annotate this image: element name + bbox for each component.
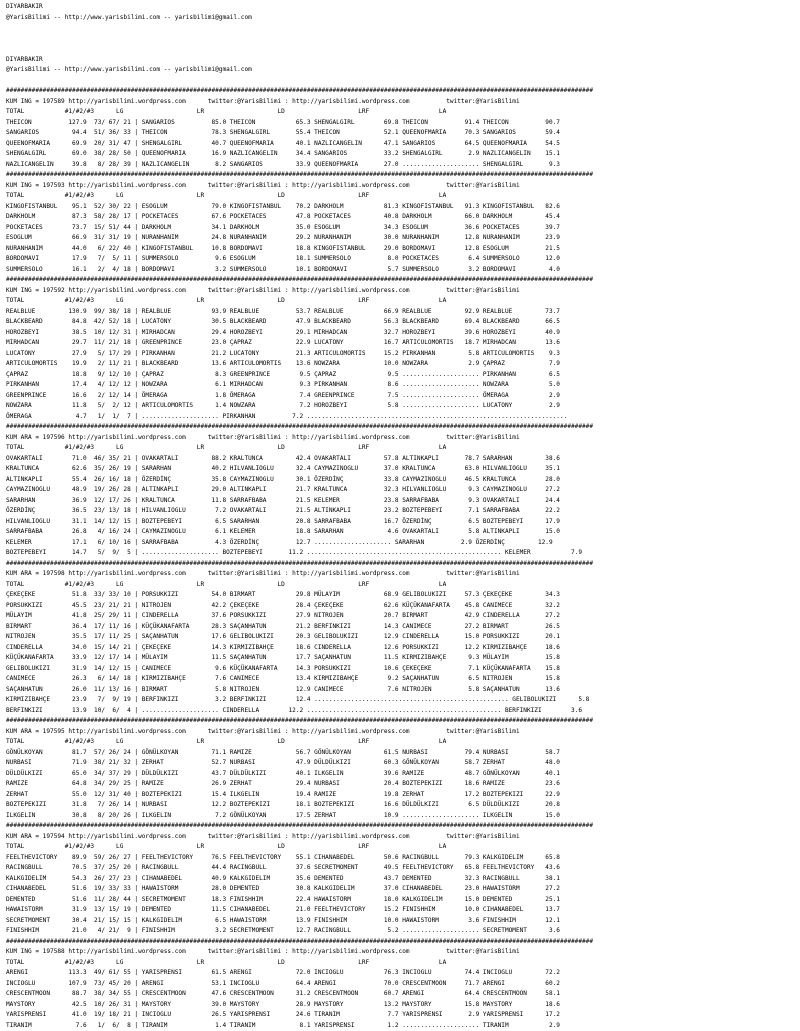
table-row: FINISHHIM 21.0 4/ 21/ 9 | FINISHHIM 3.2 SECRETMOMENT 12.7 RACINGBULL 5.2 ..................... SECRETMOMENT 3.6 — [6, 926, 794, 937]
table-row: DÜLDÜLKIZI 65.0 34/ 37/ 29 | DÜLDÜLKIZI 43.7 DÜLDÜLKIZI 40.1 ILKGELIN 39.6 RAMIZE 48.7 GÖNÜLKOYAN 40.1 — [6, 769, 794, 780]
table-row: NURBASI 71.9 38/ 21/ 32 | ZERHAT 52.7 NURBASI 47.9 DÜLDÜLKIZI 60.3 GÖNÜLKOYAN 58.7 ZERHAT 48.0 — [6, 758, 794, 769]
table-row: FEELTHEVICTORY 89.9 59/ 26/ 27 | FEELTHEVICTORY 76.5 FEELTHEVICTORY 55.1 CIHANABEDEL 50.6 RACINGBULL 79.3 KALKGIDELIM 65.8 — [6, 853, 794, 864]
table-row: ÇAPRAZ 18.8 9/ 12/ 10 | ÇAPRAZ 8.3 GREENPRINCE 9.5 ÇAPRAZ 9.5 ..................... PIRKANHAN 6.5 — [6, 370, 794, 381]
race-block — [6, 275, 794, 422]
table-row: POCKETACES 73.7 15/ 51/ 44 | DARKHOLM 34.1 DARKHOLM 35.0 ESOGLUM 34.3 ESOGLUM 36.6 POCKETACES 39.7 — [6, 223, 794, 234]
table-row: KELEMER 17.1 6/ 10/ 16 | SARRAFBABA 4.3 ÖZERDİNÇ 12.7 ..................... SARARHAN 2.9 ÖZERDİNÇ 12.9 — [6, 538, 794, 549]
table-row: THEICON 127.9 73/ 67/ 21 | SANGARIOS 85.0 THEICON 65.3 SHENGALGIRL 69.8 THEICON 91.4 THEICON 90.7 — [6, 118, 794, 129]
separator-line: ################################################################################################################################################################ — [6, 422, 794, 433]
race-block — [6, 559, 794, 717]
table-row: BERFINKIZI 13.9 10/ 6/ 4 | ..................... CINDERELLA 12.2 ..................................................... BERFINKIZI 3.6 — [6, 706, 794, 717]
table-row: KALKGIDELIM 54.3 26/ 27/ 23 | CIHANABEDEL 40.9 KALKGIDELIM 35.6 DEMENTED 43.7 DEMENTED 32.3 RACINGBULL 38.1 — [6, 874, 794, 885]
table-row: PIRKANHAN 17.4 4/ 12/ 12 | NOWZARA 6.1 MIRHADCAN 9.3 PIRKANHAN 8.6 ..................... NOWZARA 5.0 — [6, 380, 794, 391]
table-row: NURANHANIM 44.0 6/ 22/ 40 | KINGOFISTANBUL 10.8 BORDOMAVI 18.8 KINGOFISTANBUL 29.0 BORDOMAVI 12.8 ESOGLUM 21.5 — [6, 244, 794, 255]
table-row: YARISPRENSI 41.0 19/ 18/ 21 | INCIOGLU 26.5 YARISPRENSI 24.6 TIRANIM 7.7 YARISPRENSI 2.9 YARISPRENSI 17.2 — [6, 1010, 794, 1021]
table-row: RACINGBULL 70.5 37/ 25/ 20 | RACINGBULL 44.4 RACINGBULL 37.6 SECRETMOMENT 49.5 FEELTHEVICTORY 65.8 FEELTHEVICTORY 43.6 — [6, 863, 794, 874]
column-header-row: TOTAL #1/#2/#3 LG LR LD LRF LA — [6, 842, 794, 853]
separator-line: ################################################################################################################################################################ — [6, 937, 794, 948]
table-row: OVAKARTALI 71.0 46/ 35/ 21 | OVAKARTALI 88.2 KRALTUNCA 42.4 OVAKARTALI 57.8 ALTINKAPLI 78.7 SARARHAN 38.6 — [6, 454, 794, 465]
table-row: CANIMECE 26.3 6/ 14/ 18 | KIRMIZIBAHÇE 7.6 CANIMECE 13.4 KIRMIZIBAHÇE 9.2 SAÇANHATUN 6.5 NITROJEN 15.8 — [6, 674, 794, 685]
header-contact-repeat: @YarisBilimi -- http://www.yarisbilimi.com -- yarisbilimi@gmail.com — [6, 65, 794, 76]
table-row: DEMENTED 51.6 11/ 28/ 44 | SECRETMOMENT 18.3 FINISHHIM 22.4 HAWAISTORM 18.0 KALKGIDELIM 15.0 DEMENTED 25.1 — [6, 895, 794, 906]
column-header-row: TOTAL #1/#2/#3 LG LR LD LRF LA — [6, 580, 794, 591]
race-block — [6, 716, 794, 821]
table-row: BOZTEPEBEYI 14.7 5/ 9/ 5 | ..................... BOZTEPEBEYI 11.2 ..................................................... KELEMER 7.9 — [6, 548, 794, 559]
table-row: QUEENOFMARIA 69.9 20/ 31/ 47 | SHENGALGIRL 40.7 QUEENOFMARIA 40.1 NAZLICANGELIN 47.1 SANGARIOS 64.5 QUEENOFMARIA 54.5 — [6, 139, 794, 150]
race-sections — [6, 86, 794, 1031]
table-row: KIRMIZIBAHÇE 23.9 7/ 9/ 19 | BERFINKIZI 3.2 BERFINKIZI 12.4 ..................................................... GELIBOLUKIZI 5.8 — [6, 695, 794, 706]
table-row: SANGARIOS 94.4 51/ 36/ 33 | THEICON 78.3 SHENGALGIRL 55.4 THEICON 52.1 QUEENOFMARIA 70.3 SANGARIOS 59.4 — [6, 128, 794, 139]
table-row: ARENGI 113.3 49/ 61/ 55 | YARISPRENSI 61.5 ARENGI 72.0 INCIOGLU 76.3 INCIOGLU 74.4 INCIOGLU 72.2 — [6, 968, 794, 979]
table-row: GREENPRINCE 16.6 2/ 12/ 14 | ÖMERAGA 1.8 ÖMERAGA 7.4 GREENPRINCE 7.5 ..................... ÖMERAGA 2.9 — [6, 391, 794, 402]
table-row: SARARHAN 36.9 12/ 17/ 26 | KRALTUNCA 11.8 SARRAFBABA 21.5 KELEMER 23.8 SARRAFBABA 9.3 OVAKARTALI 24.4 — [6, 496, 794, 507]
table-row: KRALTUNCA 62.6 35/ 26/ 19 | SARARHAN 40.2 HILVANLIOGLU 32.4 CAYMAZINOGLU 37.0 KRALTUNCA 63.0 HILVANLIOGLU 35.1 — [6, 464, 794, 475]
table-row: CAYMAZINOGLU 48.9 19/ 26/ 28 | ALTINKAPLI 29.0 ALTINKAPLI 21.7 KRALTUNCA 32.3 HILVANLIOGLU 9.3 CAYMAZINOGLU 27.2 — [6, 485, 794, 496]
race-title: KUM ING = 197589 http://yarisbilimi.wordpress.com twitter:@YarisBilimi : http://yarisbilimi.wordpress.com twitter:@YarisBilimi — [6, 97, 794, 108]
table-row: SECRETMOMENT 30.4 21/ 15/ 15 | KALKGIDELIM 6.5 HAWAISTORM 13.9 FINISHHIM 10.0 HAWAISTORM 3.6 FINISHHIM 12.1 — [6, 916, 794, 927]
table-row: ESOGLUM 66.9 31/ 31/ 19 | NURANHANIM 24.8 NURANHANIM 29.2 NURANHANIM 30.0 NURANHANIM 12.8 NURANHANIM 23.9 — [6, 233, 794, 244]
separator-line: ################################################################################################################################################################ — [6, 170, 794, 181]
table-row: NAZLICANGELIN 39.8 8/ 28/ 39 | NAZLICANGELIN 8.2 SANGARIOS 33.9 QUEENOFMARIA 27.0 ..................... SHENGALGIRL 9.3 — [6, 160, 794, 171]
table-row: MAYSTORY 42.5 10/ 26/ 31 | MAYSTORY 39.0 MAYSTORY 28.9 MAYSTORY 13.2 MAYSTORY 15.8 MAYSTORY 18.6 — [6, 1000, 794, 1011]
table-row: GELIBOLUKIZI 31.9 14/ 12/ 15 | CANIMECE 9.6 KÜÇÜKANAFARTA 14.3 PORSUKKIZI 10.6 ÇEKEÇEKE 7.1 KÜÇÜKANAFARTA 15.8 — [6, 664, 794, 675]
table-row: DARKHOLM 87.3 58/ 28/ 17 | POCKETACES 67.6 POCKETACES 47.8 POCKETACES 40.8 DARKHOLM 66.0 DARKHOLM 45.4 — [6, 212, 794, 223]
race-block — [6, 170, 794, 275]
column-header-row: TOTAL #1/#2/#3 LG LR LD LRF LA — [6, 958, 794, 969]
table-row: SARRAFBABA 26.8 4/ 16/ 24 | CAYMAZINOGLU 6.1 KELEMER 18.8 SARARHAN 4.6 OVAKARTALI 5.8 ALTINKAPLI 15.0 — [6, 527, 794, 538]
column-header-row: TOTAL #1/#2/#3 LG LR LD LRF LA — [6, 191, 794, 202]
table-row: PORSUKKIZI 45.5 23/ 21/ 21 | NITROJEN 42.2 ÇEKEÇEKE 28.4 ÇEKEÇEKE 62.6 KÜÇÜKANAFARTA 45.8 CANIMECE 32.2 — [6, 601, 794, 612]
race-block — [6, 86, 794, 170]
race-block — [6, 821, 794, 937]
table-row: ARTICULOMORTIS 19.9 2/ 11/ 21 | BLACKBEARD 13.6 ARTICULOMORTIS 13.6 NOWZARA 10.0 NOWZARA 2.9 ÇAPRAZ 7.9 — [6, 359, 794, 370]
table-row: BLACKBEARD 84.8 42/ 52/ 18 | LUCATONY 30.5 BLACKBEARD 47.9 BLACKBEARD 56.3 BLACKBEARD 69.4 BLACKBEARD 66.5 — [6, 317, 794, 328]
table-row: REALBLUE 130.9 99/ 38/ 18 | REALBLUE 93.9 REALBLUE 53.7 REALBLUE 66.9 REALBLUE 92.9 REALBLUE 73.7 — [6, 307, 794, 318]
table-row: KÜÇÜKANAFARTA 33.9 12/ 17/ 14 | MÜLAYIM 11.5 SAÇANHATUN 17.7 SAÇANHATUN 11.5 KIRMIZIBAHÇE 9.3 MÜLAYIM 15.8 — [6, 653, 794, 664]
separator-line: ################################################################################################################################################################ — [6, 86, 794, 97]
table-row: BORDOMAVI 17.9 7/ 5/ 11 | SUMMERSOLO 9.6 ESOGLUM 18.1 SUMMERSOLO 8.0 POCKETACES 6.4 SUMMERSOLO 12.0 — [6, 254, 794, 265]
table-row: HAWAISTORM 31.9 13/ 15/ 19 | DEMENTED 11.5 CIHANABEDEL 21.0 FEELTHEVICTORY 15.2 FINISHHIM 10.0 CIHANABEDEL 13.7 — [6, 905, 794, 916]
table-row: ZERHAT 55.0 12/ 31/ 40 | BOZTEPEKIZI 15.4 ILKGELIN 19.4 RAMIZE 19.8 ZERHAT 17.2 BOZTEPEKIZI 22.9 — [6, 790, 794, 801]
table-row: CINDERELLA 34.0 15/ 14/ 21 | ÇEKEÇEKE 14.3 KIRMIZIBAHÇE 18.6 CINDERELLA 12.6 PORSUKKIZI 12.2 KIRMIZIBAHÇE 18.6 — [6, 643, 794, 654]
table-row: GÖNÜLKOYAN 81.7 57/ 26/ 24 | GÖNÜLKOYAN 71.1 RAMIZE 56.7 GÖNÜLKOYAN 61.5 NURBASI 79.4 NURBASI 58.7 — [6, 748, 794, 759]
column-header-row: TOTAL #1/#2/#3 LG LR LD LRF LA — [6, 296, 794, 307]
table-row: MÜLAYIM 41.8 25/ 29/ 11 | CINDERELLA 37.6 PORSUKKIZI 27.9 NITROJEN 20.7 BIRMART 42.9 CINDERELLA 27.2 — [6, 611, 794, 622]
column-header-row: TOTAL #1/#2/#3 LG LR LD LRF LA — [6, 737, 794, 748]
table-row: HOROZBEYI 38.5 10/ 12/ 31 | MIRHADCAN 29.4 HOROZBEYI 29.1 MIRHADCAN 32.7 HOROZBEYI 39.6 HOROZBEYI 40.9 — [6, 328, 794, 339]
race-title: KUM ARA = 197598 http://yarisbilimi.wordpress.com twitter:@YarisBilimi : http://yarisbilimi.wordpress.com twitter:@YarisBilimi — [6, 569, 794, 580]
table-row: SUMMERSOLO 16.1 2/ 4/ 18 | BORDOMAVI 3.2 SUMMERSOLO 10.1 BORDOMAVI 5.7 SUMMERSOLO 3.2 BORDOMAVI 4.0 — [6, 265, 794, 276]
table-row: LUCATONY 27.9 5/ 17/ 29 | PIRKANHAN 21.2 LUCATONY 21.3 ARTICULOMORTIS 15.2 PIRKANHAN 5.8 ARTICULOMORTIS 9.3 — [6, 349, 794, 360]
race-title: KUM ING = 197592 http://yarisbilimi.wordpress.com twitter:@YarisBilimi : http://yarisbilimi.wordpress.com twitter:@YarisBilimi — [6, 286, 794, 297]
table-row: MIRHADCAN 29.7 11/ 21/ 18 | GREENPRINCE 23.0 ÇAPRAZ 22.9 LUCATONY 16.7 ARTICULOMORTIS 18.7 MIRHADCAN 13.6 — [6, 338, 794, 349]
table-row: NOWZARA 11.8 5/ 2/ 12 | ARTICULOMORTIS 1.4 NOWZARA 7.2 HOROZBEYI 5.8 ..................... LUCATONY 2.9 — [6, 401, 794, 412]
table-row: ILKGELIN 30.8 8/ 20/ 26 | ILKGELIN 7.2 GÖNÜLKOYAN 17.5 ZERHAT 10.9 ..................... ILKGELIN 15.0 — [6, 811, 794, 822]
race-title: KUM ARA = 197596 http://yarisbilimi.wordpress.com twitter:@YarisBilimi : http://yarisbilimi.wordpress.com twitter:@YarisBilimi — [6, 433, 794, 444]
separator-line: ################################################################################################################################################################ — [6, 559, 794, 570]
separator-line: ################################################################################################################################################################ — [6, 275, 794, 286]
table-row: RAMIZE 64.8 34/ 29/ 25 | RAMIZE 26.9 ZERHAT 29.4 NURBASI 20.4 BOZTEPEKIZI 18.6 RAMIZE 23.6 — [6, 779, 794, 790]
table-row: KINGOFISTANBUL 95.1 52/ 30/ 22 | ESOGLUM 79.0 KINGOFISTANBUL 70.2 DARKHOLM 81.3 KINGOFISTANBUL 91.3 KINGOFISTANBUL 82.6 — [6, 202, 794, 213]
table-row: ALTINKAPLI 55.4 26/ 16/ 18 | ÖZERDİNÇ 35.8 CAYMAZINOGLU 30.1 ÖZERDİNÇ 33.8 CAYMAZINOGLU 46.5 KRALTUNCA 28.0 — [6, 475, 794, 486]
table-row: BIRMART 36.4 17/ 11/ 16 | KÜÇÜKANAFARTA 28.3 SAÇANHATUN 21.2 BERFINKIZI 14.3 CANIMECE 27.2 BIRMART 26.5 — [6, 622, 794, 633]
race-title: KUM ARA = 197594 http://yarisbilimi.wordpress.com twitter:@YarisBilimi : http://yarisbilimi.wordpress.com twitter:@YarisBilimi — [6, 832, 794, 843]
race-title: KUM ARA = 197595 http://yarisbilimi.wordpress.com twitter:@YarisBilimi : http://yarisbilimi.wordpress.com twitter:@YarisBilimi — [6, 727, 794, 738]
table-row: ÖMERAGA 4.7 1/ 1/ 7 | ..................... PIRKANHAN 7.2 ....................................................................... — [6, 412, 794, 423]
race-title: KUM ING = 197588 http://yarisbilimi.wordpress.com twitter:@YarisBilimi : http://yarisbilimi.wordpress.com twitter:@YarisBilimi — [6, 947, 794, 958]
table-row: SHENGALGIRL 69.0 38/ 28/ 50 | QUEENOFMARIA 16.9 NAZLICANGELIN 34.4 SANGARIOS 33.2 SHENGALGIRL 2.9 NAZLICANGELIN 15.1 — [6, 149, 794, 160]
table-row: TIRANIM 7.6 1/ 6/ 8 | TIRANIM 1.4 TIRANIM 8.1 YARISPRENSI 1.2 ..................... TIRANIM 2.9 — [6, 1021, 794, 1031]
separator-line: ################################################################################################################################################################ — [6, 716, 794, 727]
header-title-repeat: DIYARBAKIR — [6, 55, 794, 66]
table-row: NITROJEN 35.5 17/ 11/ 25 | SAÇANHATUN 17.6 GELIBOLUKIZI 20.3 GELIBOLUKIZI 12.9 CINDERELLA 15.0 PORSUKKIZI 20.1 — [6, 632, 794, 643]
race-block — [6, 937, 794, 1031]
table-row: CIHANABEDEL 51.6 19/ 33/ 33 | HAWAISTORM 28.0 DEMENTED 30.8 KALKGIDELIM 37.0 CIHANABEDEL 23.0 HAWAISTORM 27.2 — [6, 884, 794, 895]
table-row: ÖZERDİNÇ 36.5 23/ 13/ 18 | HILVANLIOGLU 7.2 OVAKARTALI 21.5 ALTINKAPLI 23.2 BOZTEPEBEYI 7.1 SARRAFBABA 22.2 — [6, 506, 794, 517]
table-row: BOZTEPEKIZI 31.8 7/ 26/ 14 | NURBASI 12.2 BOZTEPEKIZI 18.1 BOZTEPEKIZI 16.6 DÜLDÜLKIZI 6.5 DÜLDÜLKIZI 20.8 — [6, 800, 794, 811]
column-header-row: TOTAL #1/#2/#3 LG LR LD LRF LA — [6, 107, 794, 118]
header-contact: @YarisBilimi -- http://www.yarisbilimi.com -- yarisbilimi@gmail.com — [6, 13, 794, 24]
table-row: INCIOGLU 107.9 73/ 45/ 20 | ARENGI 53.1 INCIOGLU 64.4 ARENGI 70.0 CRESCENTMOON 71.7 ARENGI 60.2 — [6, 979, 794, 990]
header-title: DIYARBAKIR — [6, 2, 794, 13]
table-row: CRESCENTMOON 88.7 38/ 34/ 55 | CRESCENTMOON 47.6 CRESCENTMOON 31.2 CRESCENTMOON 60.7 ARENGI 64.4 CRESCENTMOON 58.1 — [6, 989, 794, 1000]
column-header-row: TOTAL #1/#2/#3 LG LR LD LRF LA — [6, 443, 794, 454]
race-title: KUM ING = 197593 http://yarisbilimi.wordpress.com twitter:@YarisBilimi : http://yarisbilimi.wordpress.com twitter:@YarisBilimi — [6, 181, 794, 192]
separator-line: ################################################################################################################################################################ — [6, 821, 794, 832]
table-row: ÇEKEÇEKE 51.8 33/ 33/ 10 | PORSUKKIZI 54.0 BIRMART 29.8 MÜLAYIM 68.9 GELIBOLUKIZI 57.3 ÇEKEÇEKE 34.3 — [6, 590, 794, 601]
table-row: HILVANLIOGLU 31.1 14/ 12/ 15 | BOZTEPEBEYI 6.5 SARARHAN 20.8 SARRAFBABA 16.7 ÖZERDİNÇ 6.5 BOZTEPEBEYI 17.9 — [6, 517, 794, 528]
table-row: SAÇANHATUN 26.0 11/ 13/ 16 | BIRMART 5.8 NITROJEN 12.9 CANIMECE 7.6 NITROJEN 5.8 SAÇANHATUN 13.6 — [6, 685, 794, 696]
race-block — [6, 422, 794, 559]
